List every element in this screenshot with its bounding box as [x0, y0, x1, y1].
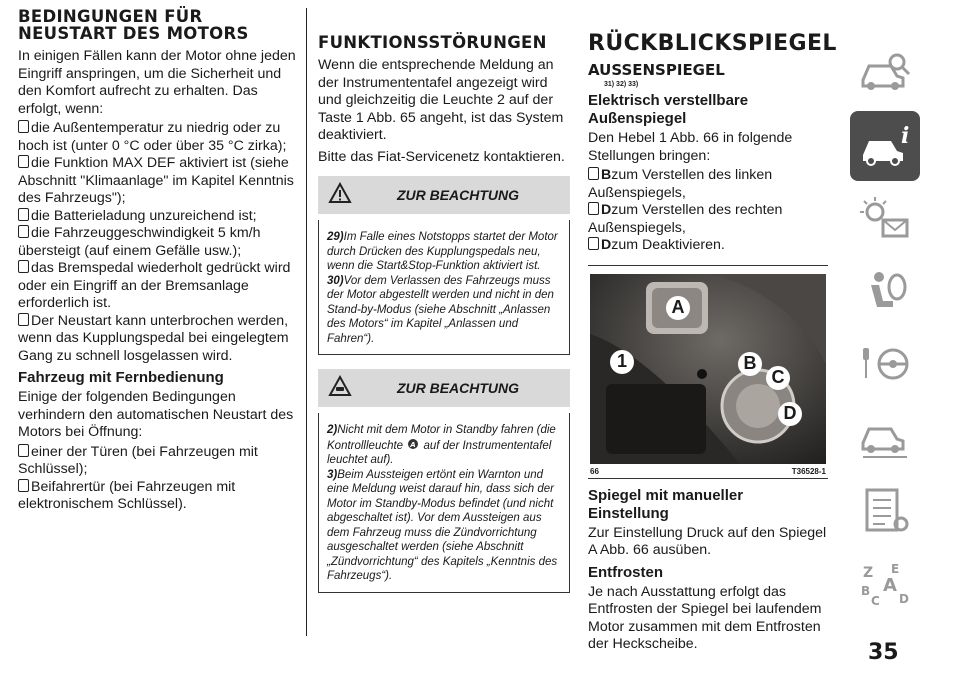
warning-title: ZUR BEACHTUNG: [396, 380, 520, 396]
checkbox-bullet-icon: [588, 167, 599, 180]
warning-title: ZUR BEACHTUNG: [396, 187, 520, 203]
warning-note: 2)Nicht mit dem Motor in Standby fahren (die Kontrollleuchte A auf der Instrumententafel leuchtet auf).: [327, 424, 556, 466]
section-subtitle: AUSSENSPIEGEL: [588, 61, 725, 79]
subsection-title: Spiegel mit manueller Einstellung: [588, 486, 744, 522]
svg-text:Z: Z: [863, 565, 874, 581]
callout-label: A: [666, 296, 690, 320]
checkbox-bullet-icon: [18, 479, 29, 492]
checkbox-bullet-icon: [18, 225, 29, 238]
list-item: Dzum Verstellen des rechten Außenspiegels,: [588, 202, 783, 236]
car-search-icon[interactable]: [850, 38, 920, 108]
list-item: Bzum Verstellen des linken Außenspiegels,: [588, 167, 773, 201]
svg-text:D: D: [899, 592, 909, 606]
paragraph: Wenn die entsprechende Meldung an der Instrumententafel angezeigt wird und gleichzeitig die Leuchte 2 auf der Taste 1 Abb. 65 angeht, ist das System deaktiviert.: [318, 57, 564, 143]
car-breakdown-icon[interactable]: [850, 403, 920, 473]
subsection-title: Entfrosten: [588, 563, 663, 581]
checkbox-bullet-icon: [18, 120, 29, 133]
checkbox-bullet-icon: [18, 444, 29, 457]
list-item: die Funktion MAX DEF aktiviert ist (siehe Abschnitt "Klimaanlage" im Kapitel Kenntnis des Fahrzeugs");: [18, 155, 294, 206]
figure-code: T36528-1: [791, 466, 826, 476]
checkbox-bullet-icon: [18, 313, 29, 326]
list-item: Dzum Deaktivieren.: [588, 237, 828, 255]
airbag-seat-icon[interactable]: [850, 257, 920, 327]
paragraph: Je nach Ausstattung erfolgt das Entfrosten der Spiegel bei laufendem Motor zusammen mit dem Entfrosten der Heckscheibe.: [588, 583, 822, 652]
index-abc-icon[interactable]: [850, 549, 920, 619]
engine-standby-icon: [406, 438, 420, 450]
key-steering-icon[interactable]: [850, 330, 920, 400]
chapter-sidebar: [850, 38, 920, 622]
checkbox-bullet-icon: [588, 202, 599, 215]
list-item: die Fahrzeuggeschwindigkeit 5 km/h übersteigt (auf einem Gefälle usw.);: [18, 225, 261, 259]
list-item: Der Neustart kann unterbrochen werden, wenn das Kupplungspedal bei eingelegtem Gang zu schnell losgelassen wird.: [18, 312, 289, 364]
svg-text:C: C: [871, 594, 880, 608]
svg-text:B: B: [861, 584, 871, 598]
list-item: das Bremspedal wiederholt gedrückt wird oder ein Eingriff an der Bremsanlage erforderlich ist.: [18, 260, 291, 311]
list-item: einer der Türen (bei Fahrzeugen mit Schlüssel);: [18, 443, 258, 477]
maintenance-list-icon[interactable]: [850, 476, 920, 546]
column-restart-conditions: [18, 8, 296, 514]
paragraph: Den Hebel 1 Abb. 66 in folgende Stellungen bringen:: [588, 130, 793, 164]
checkbox-bullet-icon: [18, 208, 29, 221]
warning-note: 30)Vor dem Verlassen des Fahrzeugs muss der Motor abgestellt werden und nicht in den Stand-by-Modus (siehe Abschnitt „Anlassen des Motors“ im Kapitel „Anlassen und Fahren“).: [327, 274, 554, 345]
checkbox-bullet-icon: [588, 237, 599, 250]
figure-number: 66: [590, 466, 599, 476]
chapter-title: RÜCKBLICKSPIEGEL: [588, 31, 837, 56]
subsection-title: Elektrisch verstellbare Außenspiegel: [588, 92, 749, 127]
figure-66: [588, 265, 828, 479]
warning-box: [318, 413, 570, 593]
column-malfunctions: [318, 8, 570, 593]
list-item: Beifahrertür (bei Fahrzeugen mit elektronischem Schlüssel).: [18, 478, 236, 512]
intro-paragraph: In einigen Fällen kann der Motor ohne jeden Eingriff anspringen, um die Sicherheit und den Komfort aufrecht zu erhalten. Das erfolgt, wenn:: [18, 48, 296, 117]
svg-text:E: E: [891, 562, 900, 576]
callout-label: D: [778, 402, 802, 426]
column-divider: [306, 8, 307, 636]
warning-box: [318, 220, 570, 355]
svg-text:A: A: [410, 440, 416, 449]
section-title: FUNKTIONSSTÖRUNGEN: [318, 33, 547, 52]
remote-intro-paragraph: Einige der folgenden Bedingungen verhindern den automatischen Neustart des Motors bei Öffnung:: [18, 389, 294, 440]
warning-lights-icon[interactable]: [850, 184, 920, 254]
list-item: die Außentemperatur zu niedrig oder zu hoch ist (unter 0 °C oder über 35 °C zirka);: [18, 120, 287, 154]
checkbox-bullet-icon: [18, 260, 29, 273]
paragraph: Bitte das Fiat-Servicenetz kontaktieren.: [318, 148, 565, 165]
mirror-control-photo: [590, 274, 826, 464]
warning-header: [318, 369, 570, 407]
warning-note: 29)Im Falle eines Notstopps startet der Motor durch Drücken des Kupplungspedals neu, wenn die Start&Stop-Funktion aktiviert ist.: [327, 231, 558, 272]
page-number: 35: [868, 640, 899, 665]
figure-caption: [588, 464, 828, 479]
column-mirrors: [588, 8, 837, 656]
checkbox-bullet-icon: [18, 155, 29, 168]
subsection-title: Fahrzeug mit Fernbedienung: [18, 369, 224, 386]
callout-label: C: [766, 366, 790, 390]
footnote-refs: 31) 32) 33): [604, 81, 639, 88]
warning-note: 3)Beim Aussteigen ertönt ein Warnton und eine Meldung weist darauf hin, dass sich der Motor im Standby-Modus befindet (und nicht abgeschaltet ist). Vor dem Aussteigen aus dem Fahrzeug muss die Zündvorrichtung ausgeschaltet werden (siehe Abschnitt „Zündvorrichtung“ des Kapitels „Kenntnis des Fahrzeugs“).: [327, 468, 558, 582]
car-info-icon[interactable]: [850, 111, 920, 181]
svg-text:A: A: [883, 575, 897, 596]
warning-header: [318, 176, 570, 214]
callout-label: B: [738, 352, 762, 376]
list-item: die Batterieladung unzureichend ist;: [18, 208, 296, 226]
callout-label: 1: [610, 350, 634, 374]
section-title: BEDINGUNGEN FÜR NEUSTART DES MOTORS: [18, 7, 249, 43]
svg-text:i: i: [901, 123, 910, 149]
paragraph: Zur Einstellung Druck auf den Spiegel A Abb. 66 ausüben.: [588, 524, 827, 558]
